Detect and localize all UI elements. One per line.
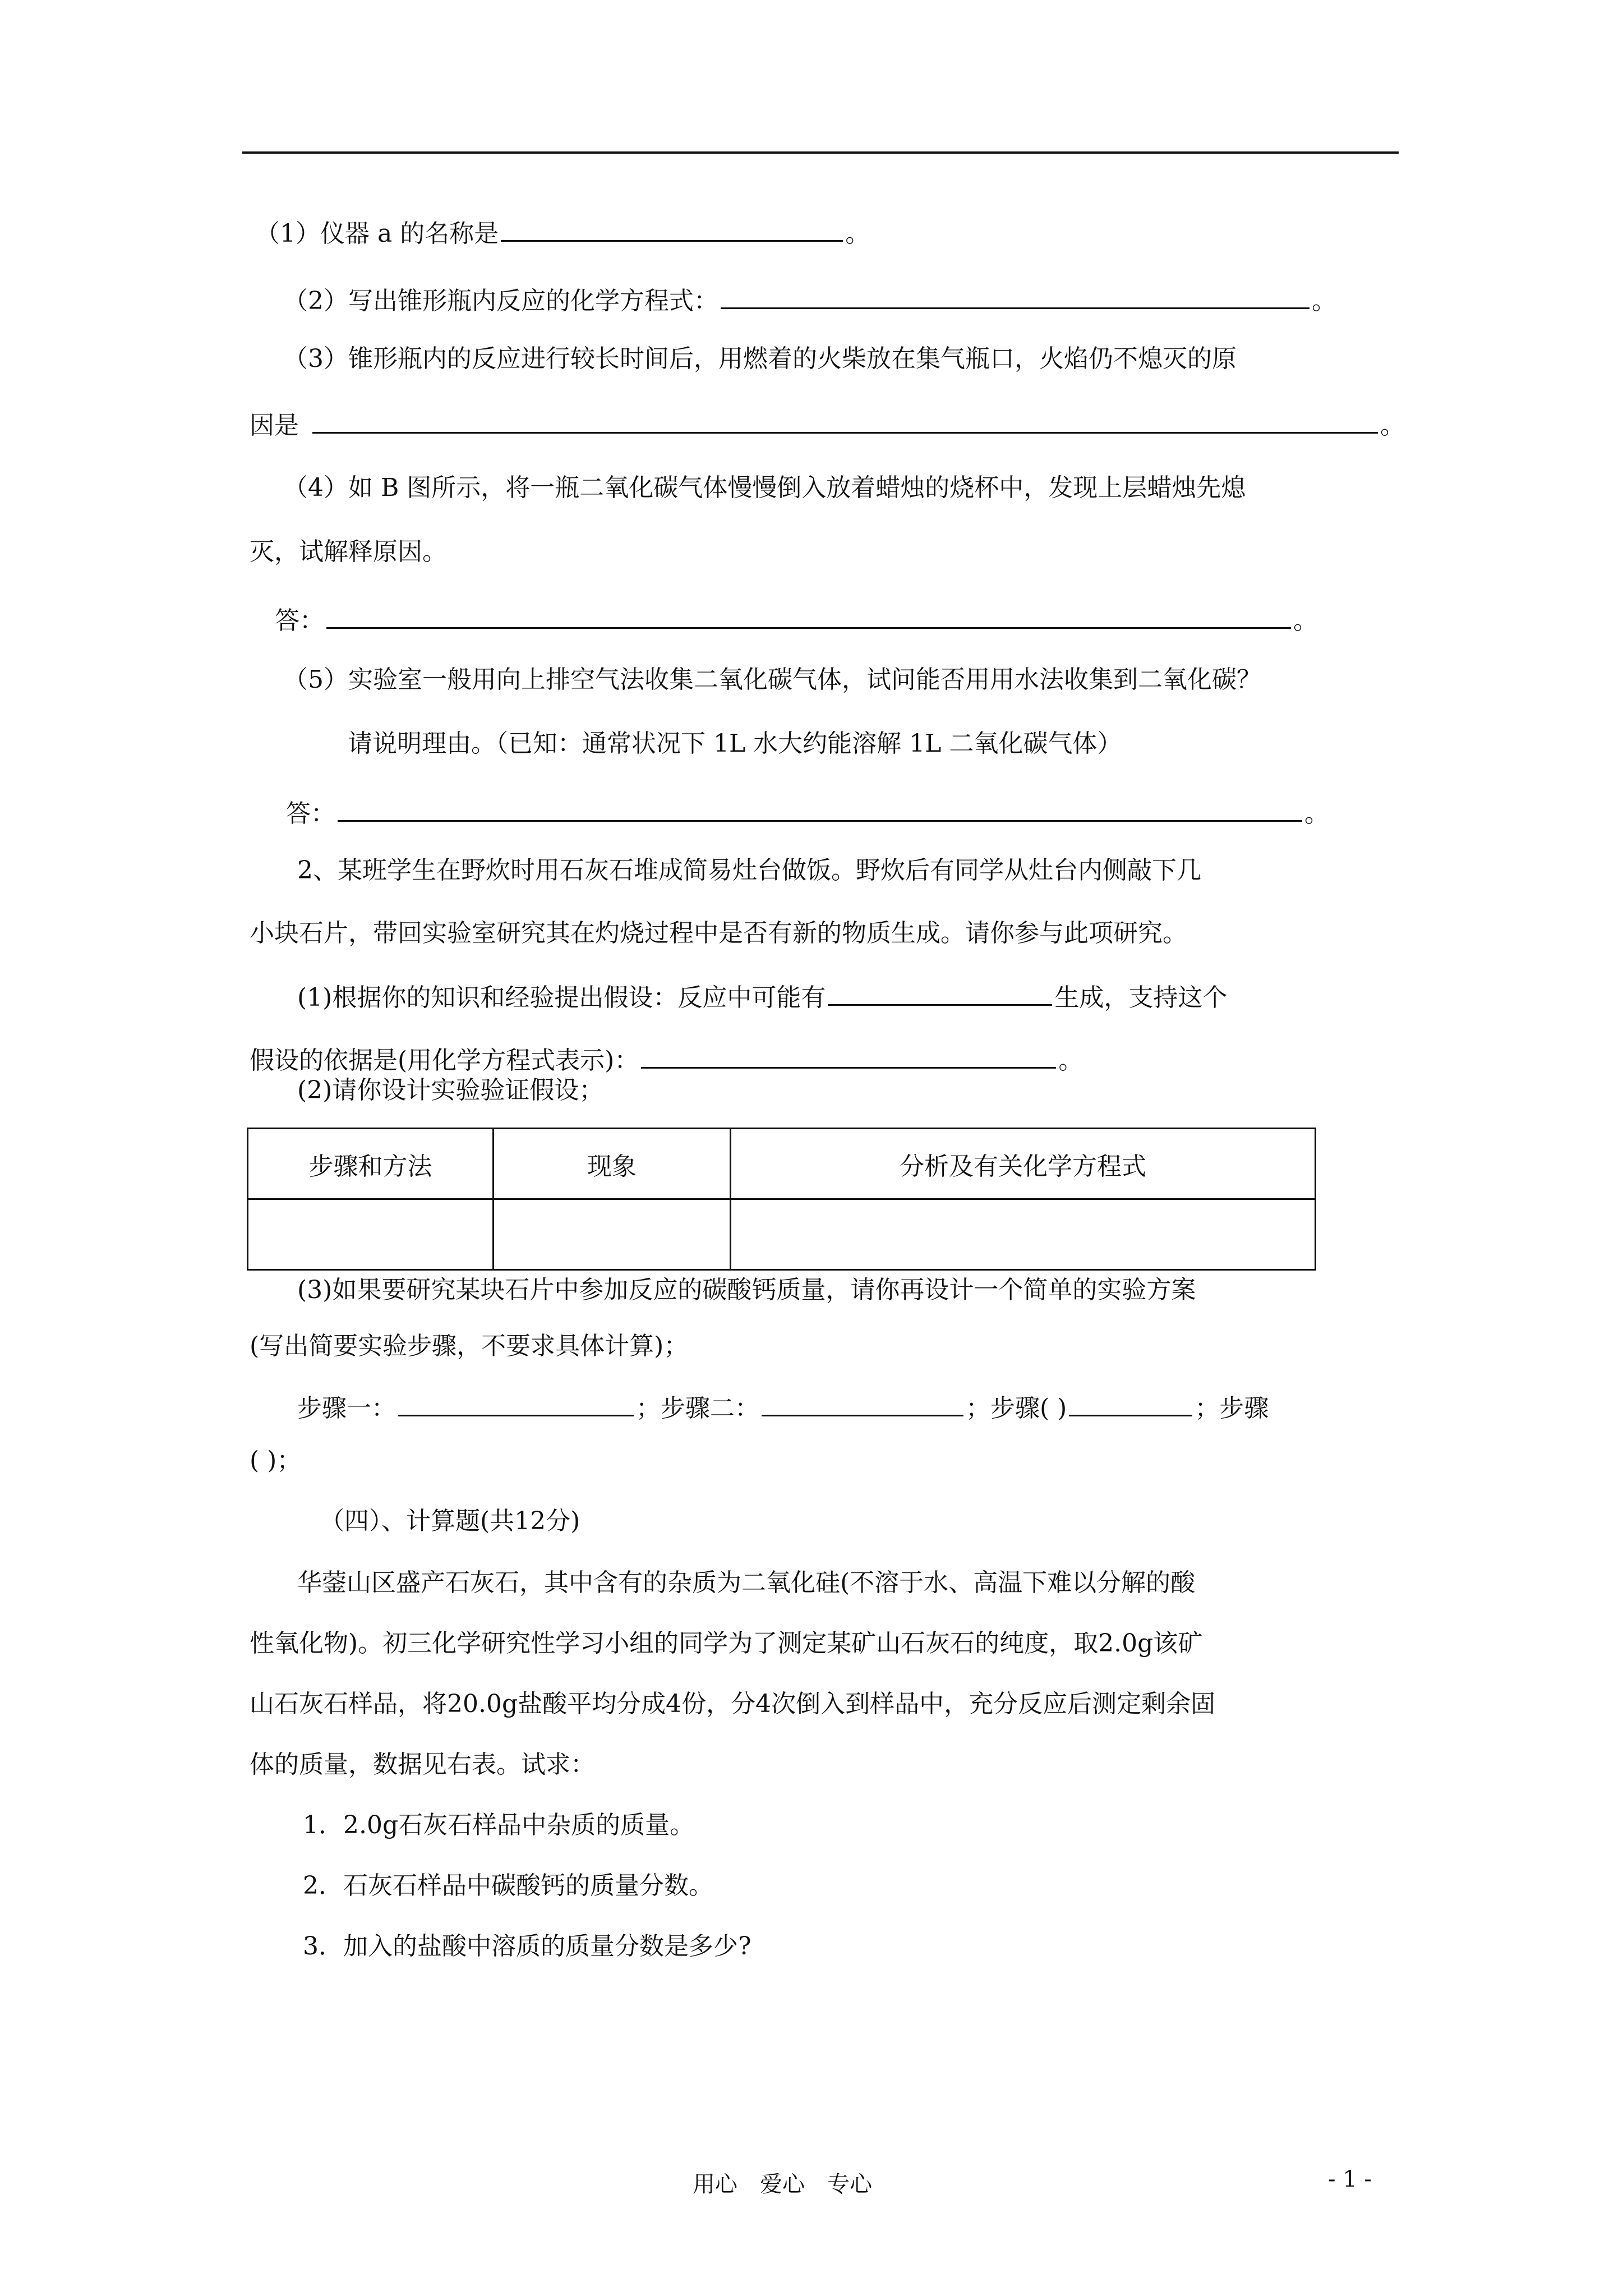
table-header-cell: 现象 (494, 1129, 731, 1199)
table-row (248, 1199, 1316, 1270)
table-header-row (248, 1129, 1316, 1199)
problem-2-part1-line2: 假设的依据是(用化学方程式表示)： 。 (250, 1039, 1083, 1075)
problem-2-intro-line2: 小块石片，带回实验室研究其在灼烧过程中是否有新的物质生成。请你参与此项研究。 (250, 919, 1187, 947)
section-4-title: （四）、计算题(共12分) (320, 1507, 580, 1535)
problem-2-part3-line1: (3)如果要研究某块石片中参加反应的碳酸钙质量，请你再设计一个简单的实验方案 (297, 1276, 1196, 1304)
answer-blank[interactable] (828, 976, 1052, 1006)
problem-2-steps-cont: ( )； (250, 1446, 302, 1475)
answer-blank[interactable] (326, 599, 1291, 629)
table-cell-phenomenon[interactable] (494, 1199, 731, 1270)
question-3-line2: 因是 。 (250, 404, 1405, 440)
header-rule (242, 151, 1399, 154)
problem-2-intro-line1: 2、某班学生在野炊时用石灰石堆成简易灶台做饭。野炊后有同学从灶台内侧敲下几 (297, 856, 1201, 885)
question-4-line1: （4）如 B 图所示，将一瓶二氧化碳气体慢慢倒入放着蜡烛的烧杯中，发现上层蜡烛先熄 (283, 473, 1246, 502)
section-4-body-line1: 华蓥山区盛产石灰石，其中含有的杂质为二氧化硅(不溶于水、高温下难以分解的酸 (297, 1568, 1196, 1597)
question-5-line2: 请说明理由。（已知：通常状况下 1L 水大约能溶解 1L 二氧化碳气体） (348, 729, 1122, 758)
section-4-body-line2: 性氧化物)。初三化学研究性学习小组的同学为了测定某矿山石灰石的纯度，取2.0g该矿 (250, 1629, 1203, 1658)
answer-blank[interactable] (762, 1387, 963, 1416)
table-cell-analysis[interactable] (731, 1199, 1316, 1270)
page-number: - 1 - (1328, 2166, 1372, 2192)
question-3-line1: （3）锥形瓶内的反应进行较长时间后，用燃着的火柴放在集气瓶口，火焰仍不熄灭的原 (283, 344, 1237, 373)
section-4-body-line4: 体的质量，数据见右表。试求： (250, 1750, 595, 1779)
table-cell-steps[interactable] (248, 1199, 494, 1270)
question-5-answer: 答： 。 (286, 792, 1329, 828)
answer-blank[interactable] (398, 1387, 634, 1416)
answer-blank[interactable] (721, 279, 1310, 309)
problem-2-part3-line2: (写出简要实验步骤，不要求具体计算)； (250, 1332, 689, 1360)
answer-blank[interactable] (1069, 1387, 1192, 1416)
question-1: （1）仪器 a 的名称是 。 (255, 212, 870, 248)
answer-blank[interactable] (641, 1039, 1056, 1069)
experiment-table (247, 1128, 1316, 1271)
question-2-text: （2）写出锥形瓶内反应的化学方程式： (283, 287, 718, 315)
problem-2-part2: (2)请你设计实验验证假设； (297, 1076, 604, 1105)
answer-blank[interactable] (312, 404, 1378, 434)
answer-blank[interactable] (338, 792, 1302, 822)
table-header-cell: 分析及有关化学方程式 (731, 1129, 1316, 1199)
problem-2-part1-line1: (1)根据你的知识和经验提出假设：反应中可能有 生成，支持这个 (297, 976, 1227, 1012)
question-5-line1: （5）实验室一般用向上排空气法收集二氧化碳气体，试问能否用用水法收集到二氧化碳？ (283, 665, 1261, 694)
section-4-question-2: 2．石灰石样品中碳酸钙的质量分数。 (303, 1871, 713, 1900)
table-header-cell: 步骤和方法 (248, 1129, 494, 1199)
answer-blank[interactable] (501, 212, 843, 242)
section-4-question-1: 1．2.0g石灰石样品中杂质的质量。 (303, 1811, 695, 1839)
section-4-question-3: 3．加入的盐酸中溶质的质量分数是多少? (303, 1932, 751, 1961)
section-4-body-line3: 山石灰石样品，将20.0g盐酸平均分成4份，分4次倒入到样品中，充分反应后测定剩余固 (250, 1690, 1216, 1718)
problem-2-steps: 步骤一： ；步骤二： ；步骤( ) ；步骤 (297, 1387, 1269, 1423)
question-4-answer: 答： 。 (275, 599, 1318, 635)
footer-motto: 用心 爱心 专心 (693, 2171, 872, 2197)
question-4-line2: 灭，试解释原因。 (250, 537, 447, 566)
question-2: （2）写出锥形瓶内反应的化学方程式： 。 (283, 279, 1336, 315)
question-1-text: （1）仪器 a 的名称是 (255, 219, 499, 248)
